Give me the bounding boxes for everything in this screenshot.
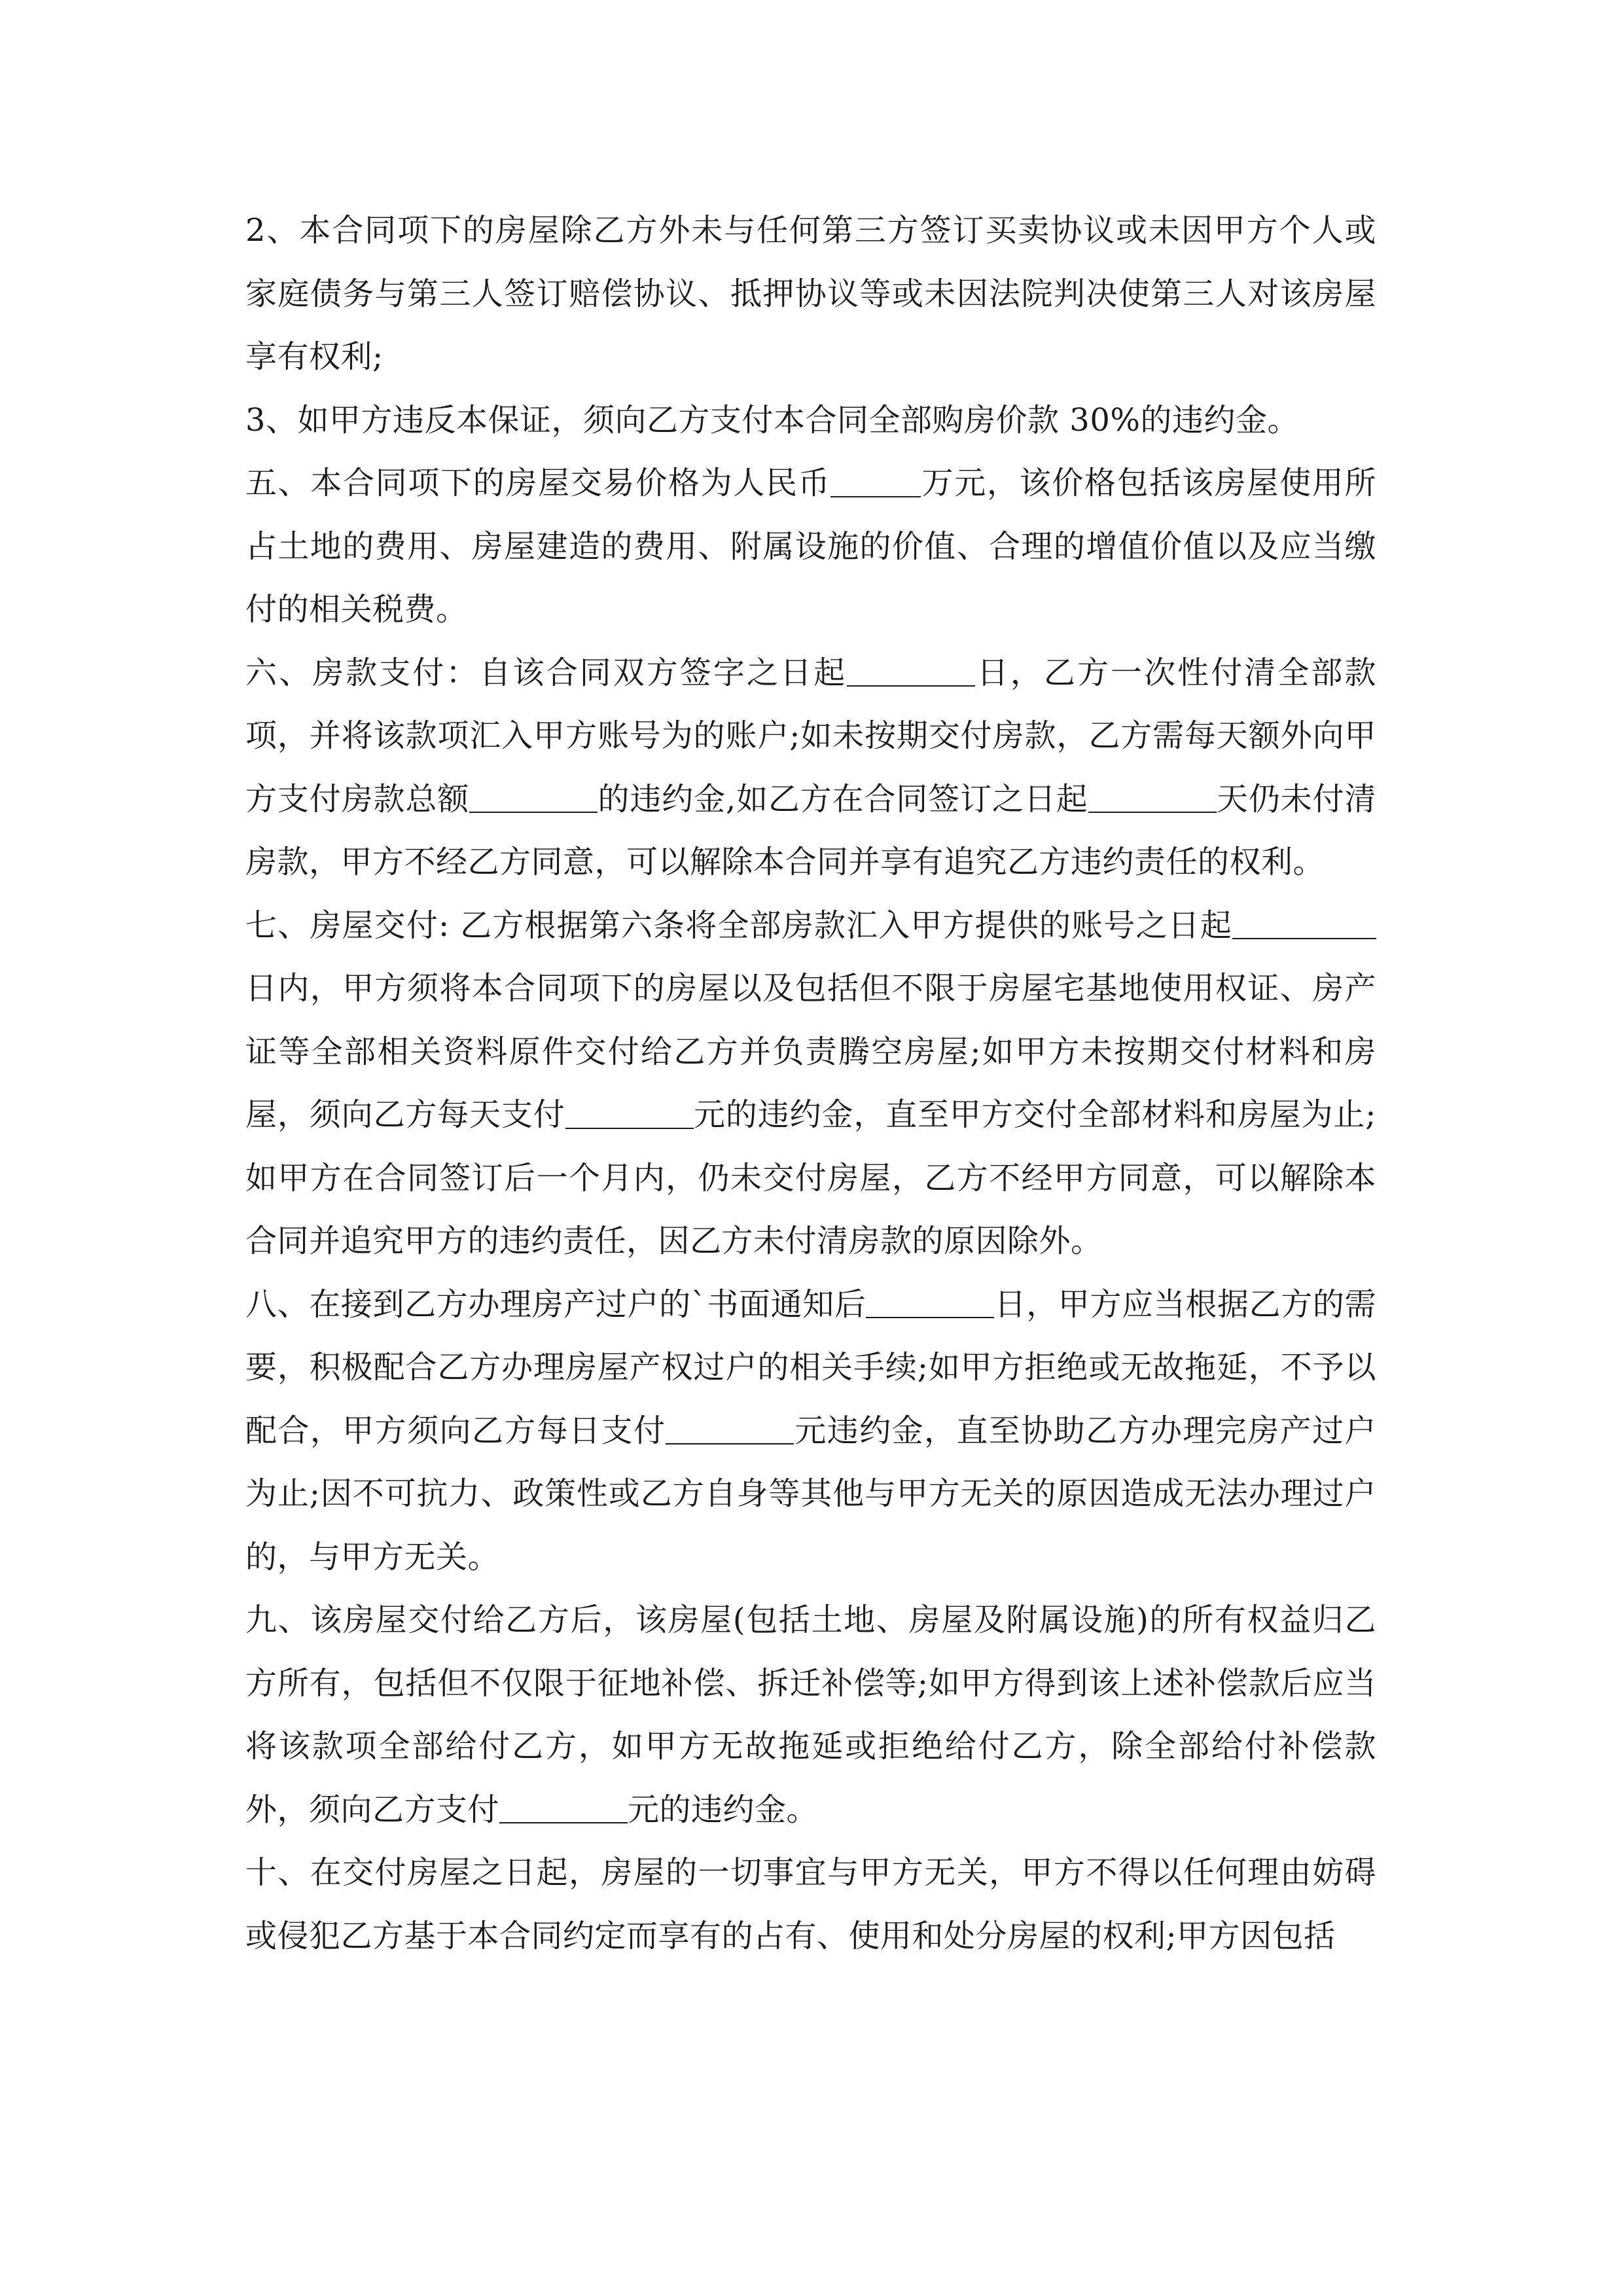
paragraph-text: 3、如甲方违反本保证，须向乙方支付本合同全部购房价款 30%的违约金。 [245,401,1299,439]
fill-in-blank [666,1412,794,1444]
paragraph-text: 日，甲方应当根据乙方的需要，积极配合乙方办理房屋产权过户的相关手续;如甲方拒绝或无故拖延，不予以配合，甲方须向乙方每日支付 [245,1285,1376,1449]
contract-paragraph [245,1841,1376,1967]
paragraph-text: 万元，该价格包括该房屋使用所占土地的费用、房屋建造的费用、附属设施的价值、合理的增值价值以及应当缴付的相关税费。 [245,465,1376,628]
paragraph-text: 日内，甲方须将本合同项下的房屋以及包括但不限于房屋宅基地使用权证、房产证等全部相关资料原件交付给乙方并负责腾空房屋;如甲方未按期交付材料和房屋，须向乙方每天支付 [245,970,1376,1133]
paragraph-text: 十、在交付房屋之日起，房屋的一切事宜与甲方无关，甲方不得以任何理由妨碍或侵犯乙方基于本合同约定而享有的占有、使用和处分房屋的权利;甲方因包括 [245,1854,1376,1954]
paragraph-text: 八、在接到乙方办理房产过户的`书面通知后 [245,1285,866,1323]
fill-in-blank [565,1096,694,1129]
paragraph-text: 元的违约金，直至甲方交付全部材料和房屋为止;如甲方在合同签订后一个月内，仍未交付房屋，乙方不经甲方同意，可以解除本合同并追究甲方的违约责任，因乙方未付清房款的原因除外。 [245,1096,1376,1259]
paragraph-text: 九、该房屋交付给乙方后，该房屋(包括土地、房屋及附属设施)的所有权益归乙方所有，包括但不仅限于征地补偿、拆迁补偿等;如甲方得到该上述补偿款后应当将该款项全部给付乙方，如甲方无故拖延或拒绝给付乙方，除全部给付补偿款外，须向乙方支付 [245,1602,1376,1828]
contract-body [245,199,1376,1967]
paragraph-text: 2、本合同项下的房屋除乙方外未与任何第三方签订买卖协议或未因甲方个人或家庭债务与第三人签订赔偿协议、抵押协议等或未因法院判决使第三人对该房屋享有权利; [245,212,1376,375]
fill-in-blank [847,654,975,687]
paragraph-text: 五、本合同项下的房屋交易价格为人民币 [245,465,831,501]
paragraph-text: 元违约金，直至协助乙方办理完房产过户为止;因不可抗力、政策性或乙方自身等其他与甲方无关的原因造成无法办理过户的，与甲方无关。 [245,1412,1376,1575]
contract-paragraph [245,452,1376,641]
paragraph-text: 七、房屋交付: 乙方根据第六条将全部房款汇入甲方提供的账号之日起 [245,906,1232,944]
paragraph-text: 日，乙方一次性付清全部款项，并将该款项汇入甲方账号为的账户;如未按期交付房款，乙方需每天额外向甲方支付房款总额 [245,654,1376,817]
contract-paragraph [245,1588,1376,1841]
fill-in-blank [866,1285,994,1318]
fill-in-blank [469,780,597,813]
fill-in-blank [1088,780,1217,813]
contract-paragraph [245,641,1376,894]
paragraph-text: 天仍未付清房款，甲方不经乙方同意，可以解除本合同并享有追究乙方违约责任的权利。 [245,780,1376,880]
paragraph-text: 六、房款支付：自该合同双方签字之日起 [245,654,847,691]
fill-in-blank [830,465,921,497]
paragraph-text: 元的违约金。 [628,1791,819,1828]
fill-in-blank [499,1791,628,1823]
fill-in-blank [1232,906,1376,939]
contract-paragraph [245,389,1376,452]
contract-paragraph [245,199,1376,389]
paragraph-text: 的违约金,如乙方在合同签订之日起 [597,780,1088,817]
contract-paragraph [245,1273,1376,1589]
contract-paragraph [245,894,1376,1273]
